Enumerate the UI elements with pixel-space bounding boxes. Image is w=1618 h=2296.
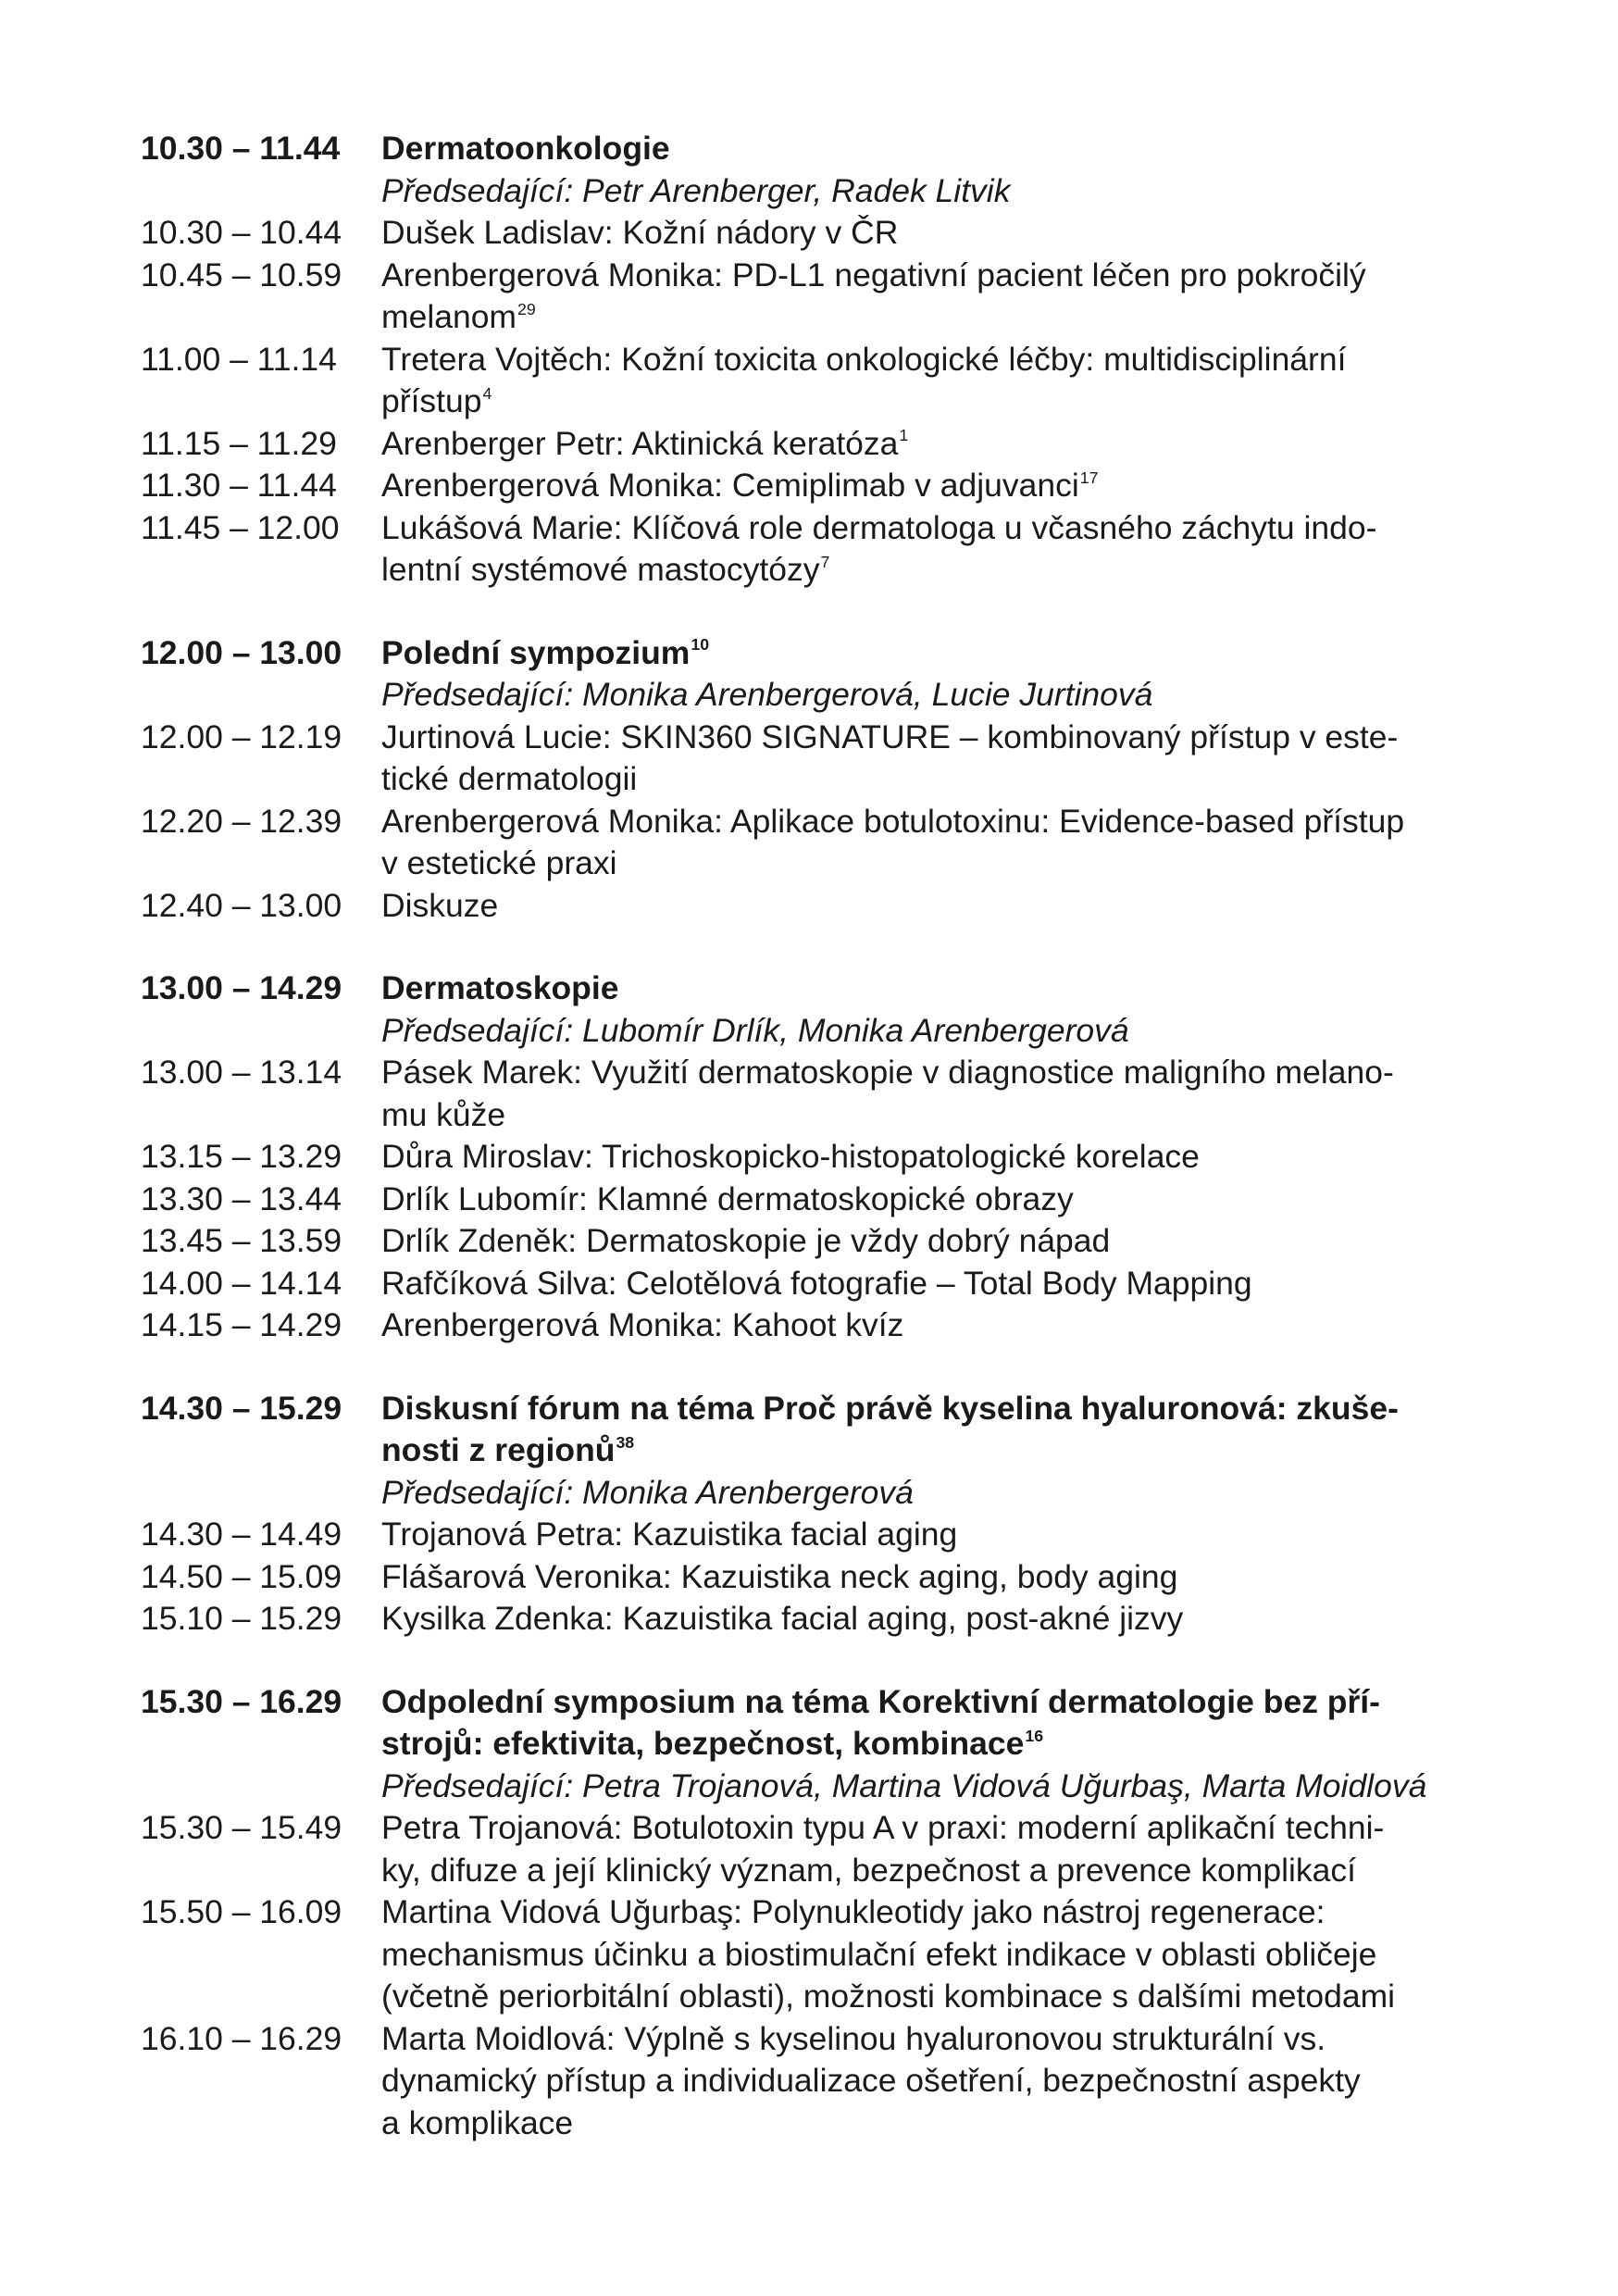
- line-text: Pásek Marek: Využití dermatoskopie v diagnostice maligního melano-: [381, 1054, 1394, 1091]
- session-block: [141, 128, 1492, 592]
- talk-time: 14.00 – 14.14: [141, 1264, 342, 1302]
- line-text: Trojanová Petra: Kazuistika facial aging: [381, 1516, 958, 1553]
- talk-row: [141, 1304, 1492, 1347]
- talk-time: 10.30 – 10.44: [141, 214, 342, 251]
- talk-text: [381, 801, 1492, 885]
- text-line: [381, 465, 1492, 507]
- text-line: [381, 1220, 1492, 1263]
- text-line: [381, 1556, 1492, 1599]
- line-text: ky, difuze a její klinický význam, bezpečnost a prevence komplikací: [381, 1851, 1356, 1889]
- session-chair: [141, 170, 1492, 213]
- talk-time: 11.15 – 11.29: [141, 424, 337, 462]
- talk-text: [381, 507, 1492, 592]
- line-text: Drlík Zdeněk: Dermatoskopie je vždy dobrý nápad: [381, 1222, 1111, 1259]
- time-spacer: [141, 170, 381, 213]
- talk-row: [141, 212, 1492, 255]
- text-line: [381, 339, 1492, 381]
- line-text: Dermatoonkologie: [381, 130, 670, 167]
- line-text: přístup: [381, 382, 482, 419]
- session-block: [141, 1681, 1492, 2145]
- session-time: 12.00 – 13.00: [141, 633, 342, 671]
- time-spacer: [141, 1472, 381, 1515]
- talk-text: [381, 1220, 1492, 1263]
- session-header: [141, 967, 1492, 1010]
- talk-row: [141, 1598, 1492, 1641]
- talk-row: [141, 1891, 1492, 2018]
- talk-text: [381, 1136, 1492, 1179]
- talk-time: 13.15 – 13.29: [141, 1138, 342, 1175]
- time-spacer: [141, 1766, 381, 1808]
- talk-row: [141, 1179, 1492, 1221]
- talk-time: 15.50 – 16.09: [141, 1893, 342, 1930]
- line-text: Lukášová Marie: Klíčová role dermatologa u včasného záchytu indo-: [381, 508, 1377, 546]
- talk-time: 11.45 – 12.00: [141, 508, 340, 546]
- line-text: nosti z regionů: [381, 1431, 616, 1468]
- line-text: Diskusní fórum na téma Proč právě kyselina hyaluronová: zkuše-: [381, 1389, 1399, 1427]
- session-chair: [141, 1010, 1492, 1053]
- talk-text: [381, 717, 1492, 801]
- talk-time: 14.50 – 15.09: [141, 1557, 342, 1595]
- talk-time: 16.10 – 16.29: [141, 2019, 342, 2057]
- line-text: Rafčíková Silva: Celotělová fotografie – Total Body Mapping: [381, 1264, 1252, 1302]
- chair-text: Předsedající: Monika Arenbergerová, Lucie Jurtinová: [381, 676, 1153, 713]
- talk-text: [381, 1263, 1492, 1305]
- text-line: [381, 1934, 1492, 1977]
- talk-row: [141, 717, 1492, 801]
- line-text: lentní systémové mastocytózy: [381, 551, 820, 588]
- text-line: [381, 549, 1492, 592]
- talk-row: [141, 423, 1492, 466]
- text-line: [381, 128, 1492, 170]
- text-line: [381, 1598, 1492, 1641]
- line-text: Arenbergerová Monika: Aplikace botulotoxinu: Evidence-based přístup: [381, 802, 1405, 840]
- talk-row: [141, 1136, 1492, 1179]
- footnote-ref: 1: [899, 426, 909, 445]
- talk-text: [381, 212, 1492, 255]
- time-spacer: [141, 1010, 381, 1053]
- talk-text: [381, 339, 1492, 423]
- text-line: [381, 507, 1492, 550]
- programme: [141, 128, 1492, 2185]
- footnote-ref: 10: [691, 635, 710, 655]
- text-line: [381, 1052, 1492, 1094]
- talk-text: [381, 1598, 1492, 1641]
- talk-row: [141, 2018, 1492, 2145]
- talk-row: [141, 507, 1492, 592]
- session-block: [141, 632, 1492, 928]
- talk-text: [381, 1052, 1492, 1136]
- text-line: [381, 1723, 1492, 1766]
- talk-text: [381, 1304, 1492, 1347]
- footnote-ref: 17: [1079, 468, 1099, 487]
- line-text: Důra Miroslav: Trichoskopicko-histopatologické korelace: [381, 1138, 1200, 1175]
- text-line: [381, 1681, 1492, 1724]
- chair-text: Předsedající: Lubomír Drlík, Monika Arenbergerová: [381, 1011, 1129, 1049]
- line-text: Jurtinová Lucie: SKIN360 SIGNATURE – kombinovaný přístup v este-: [381, 718, 1399, 755]
- talk-row: [141, 1220, 1492, 1263]
- session-title: [381, 967, 1492, 1010]
- talk-row: [141, 255, 1492, 339]
- talk-row: [141, 801, 1492, 885]
- line-text: Flášarová Veronika: Kazuistika neck aging, body aging: [381, 1557, 1178, 1595]
- text-line: [381, 1976, 1492, 2018]
- talk-text: [381, 1807, 1492, 1891]
- talk-row: [141, 1263, 1492, 1305]
- line-text: a komplikace: [381, 2103, 574, 2141]
- text-line: [381, 1429, 1492, 1472]
- line-text: Arenbergerová Monika: Cemiplimab v adjuvanci: [381, 467, 1079, 504]
- footnote-ref: 16: [1025, 1726, 1044, 1745]
- line-text: Kysilka Zdenka: Kazuistika facial aging, post-akné jizvy: [381, 1600, 1184, 1637]
- text-line: [381, 717, 1492, 759]
- talk-row: [141, 1556, 1492, 1599]
- talk-time: 15.30 – 15.49: [141, 1809, 342, 1846]
- session-title: [381, 1388, 1492, 1472]
- text-line: [381, 381, 1492, 423]
- text-line: [381, 1304, 1492, 1347]
- session-title: [381, 1681, 1492, 1766]
- text-line: [381, 1388, 1492, 1430]
- text-line: [381, 842, 1492, 885]
- footnote-ref: 7: [820, 552, 830, 571]
- text-line: [381, 1514, 1492, 1556]
- talk-row: [141, 1807, 1492, 1891]
- talk-time: 12.40 – 13.00: [141, 886, 342, 924]
- text-line: [381, 885, 1492, 928]
- session-block: [141, 967, 1492, 1347]
- talk-row: [141, 1514, 1492, 1556]
- text-line: [381, 1263, 1492, 1305]
- text-line: [381, 1179, 1492, 1221]
- text-line: [381, 212, 1492, 255]
- text-line: [381, 2018, 1492, 2061]
- line-text: (včetně periorbitální oblasti), možnosti kombinace s dalšími metodami: [381, 1978, 1396, 2015]
- line-text: Dušek Ladislav: Kožní nádory v ČR: [381, 214, 899, 251]
- talk-row: [141, 339, 1492, 423]
- session-header: [141, 632, 1492, 675]
- line-text: Polední sympozium: [381, 633, 691, 671]
- talk-row: [141, 465, 1492, 507]
- talk-time: 13.00 – 13.14: [141, 1054, 342, 1091]
- talk-time: 11.30 – 11.44: [141, 467, 337, 504]
- line-text: Diskuze: [381, 886, 499, 924]
- session-chair: [141, 1766, 1492, 1808]
- line-text: Arenbergerová Monika: PD-L1 negativní pacient léčen pro pokročilý: [381, 256, 1366, 293]
- session-time: 15.30 – 16.29: [141, 1682, 342, 1720]
- text-line: [381, 801, 1492, 843]
- line-text: Dermatoskopie: [381, 969, 619, 1006]
- talk-time: 13.45 – 13.59: [141, 1222, 342, 1259]
- talk-text: [381, 423, 1492, 466]
- talk-text: [381, 885, 1492, 928]
- talk-row: [141, 885, 1492, 928]
- line-text: Marta Moidlová: Výplně s kyselinou hyaluronovou strukturální vs.: [381, 2019, 1326, 2057]
- talk-time: 12.20 – 12.39: [141, 802, 342, 840]
- talk-text: [381, 2018, 1492, 2145]
- session-header: [141, 1388, 1492, 1472]
- talk-time: 14.15 – 14.29: [141, 1306, 342, 1343]
- session-chair: [141, 1472, 1492, 1515]
- text-line: [381, 758, 1492, 801]
- session-title: [381, 632, 1492, 675]
- talk-time: 13.30 – 13.44: [141, 1179, 342, 1217]
- talk-time: 10.45 – 10.59: [141, 256, 342, 293]
- chair-text: Předsedající: Petr Arenberger, Radek Litvik: [381, 171, 1011, 209]
- chair-text: Předsedající: Petra Trojanová, Martina Vidová Uğurbaş, Marta Moidlová: [381, 1766, 1427, 1804]
- line-text: Arenbergerová Monika: Kahoot kvíz: [381, 1306, 904, 1343]
- talk-time: 12.00 – 12.19: [141, 718, 342, 755]
- line-text: dynamický přístup a individualizace ošetření, bezpečnostní aspekty: [381, 2062, 1361, 2099]
- talk-time: 11.00 – 11.14: [141, 340, 337, 378]
- session-chair: [141, 674, 1492, 717]
- text-line: [381, 255, 1492, 297]
- text-line: [381, 1094, 1492, 1137]
- footnote-ref: 4: [482, 383, 492, 403]
- talk-text: [381, 1514, 1492, 1556]
- line-text: mu kůže: [381, 1095, 506, 1133]
- text-line: [381, 1136, 1492, 1179]
- time-spacer: [141, 674, 381, 717]
- session-header: [141, 1681, 1492, 1766]
- line-text: tické dermatologii: [381, 760, 638, 797]
- line-text: melanom: [381, 298, 517, 335]
- text-line: [381, 1850, 1492, 1892]
- talk-text: [381, 1179, 1492, 1221]
- text-line: [381, 2103, 1492, 2145]
- text-line: [381, 632, 1492, 675]
- line-text: Tretera Vojtěch: Kožní toxicita onkologické léčby: multidisciplinární: [381, 340, 1347, 378]
- line-text: Drlík Lubomír: Klamné dermatoskopické obrazy: [381, 1179, 1074, 1217]
- session-time: 14.30 – 15.29: [141, 1389, 342, 1427]
- line-text: Arenberger Petr: Aktinická keratóza: [381, 424, 899, 462]
- text-line: [381, 967, 1492, 1010]
- talk-text: [381, 1891, 1492, 2018]
- footnote-ref: 29: [517, 299, 536, 318]
- line-text: strojů: efektivita, bezpečnost, kombinace: [381, 1725, 1025, 1762]
- text-line: [381, 2060, 1492, 2103]
- session-title: [381, 128, 1492, 170]
- session-block: [141, 1388, 1492, 1641]
- session-time: 10.30 – 11.44: [141, 130, 341, 167]
- text-line: [381, 1807, 1492, 1850]
- text-line: [381, 1891, 1492, 1934]
- talk-time: 14.30 – 14.49: [141, 1516, 342, 1553]
- talk-text: [381, 255, 1492, 339]
- talk-row: [141, 1052, 1492, 1136]
- line-text: Odpolední symposium na téma Korektivní dermatologie bez pří-: [381, 1682, 1380, 1720]
- session-header: [141, 128, 1492, 170]
- line-text: Martina Vidová Uğurbaş: Polynukleotidy jako nástroj regenerace:: [381, 1893, 1326, 1930]
- chair-text: Předsedající: Monika Arenbergerová: [381, 1473, 914, 1511]
- line-text: mechanismus účinku a biostimulační efekt indikace v oblasti obličeje: [381, 1935, 1377, 1973]
- text-line: [381, 423, 1492, 466]
- talk-time: 15.10 – 15.29: [141, 1600, 342, 1637]
- text-line: [381, 296, 1492, 339]
- line-text: v estetické praxi: [381, 844, 617, 881]
- session-time: 13.00 – 14.29: [141, 969, 342, 1006]
- footnote-ref: 38: [616, 1432, 635, 1452]
- talk-text: [381, 465, 1492, 507]
- talk-text: [381, 1556, 1492, 1599]
- line-text: Petra Trojanová: Botulotoxin typu A v praxi: moderní aplikační techni-: [381, 1809, 1385, 1846]
